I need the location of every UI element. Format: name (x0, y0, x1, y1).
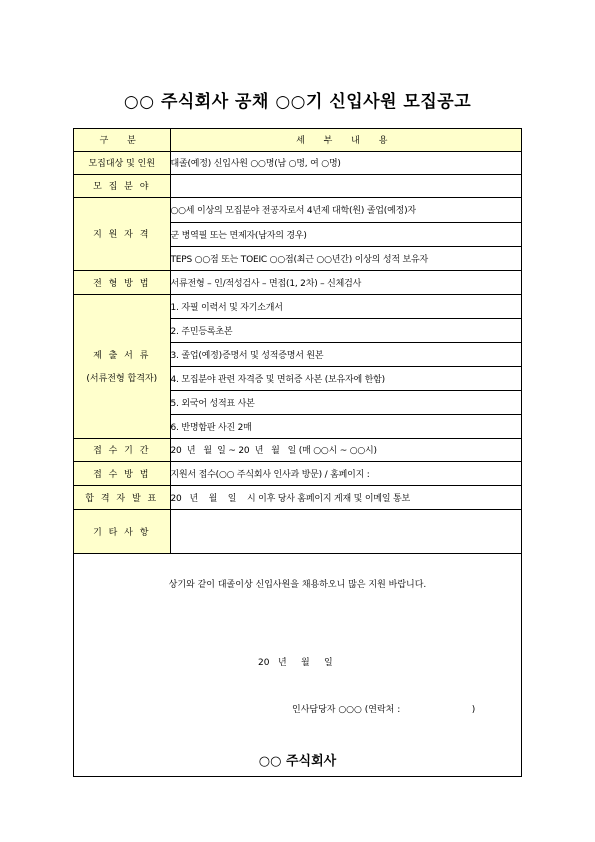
header-content-cell: 세 부 내 용 (170, 129, 521, 151)
footer-section (74, 562, 521, 776)
document-item: 4. 모집분야 관련 자격증 및 면허증 사본 (보유자에 한함) (170, 366, 521, 390)
row-qualification-1 (74, 197, 521, 222)
field-label: 모 집 분 야 (74, 174, 170, 197)
period-value: 20 년 월 일 ~ 20 년 월 일 (매 ○○시 ~ ○○시) (170, 438, 521, 461)
documents-label-cell (74, 294, 170, 438)
company-name: ○○ 주식회사 (258, 754, 337, 769)
period-label: 접 수 기 간 (74, 438, 170, 461)
etc-label: 기 타 사 항 (74, 509, 170, 553)
row-method (74, 461, 521, 485)
selection-label: 전 형 방 법 (74, 270, 170, 294)
document-item: 3. 졸업(예정)증명서 및 성적증명서 원본 (170, 342, 521, 366)
footer-contact: 인사담당자 ○○○ (연락처 : ) (292, 705, 476, 715)
announcement-label: 합 격 자 발 표 (74, 485, 170, 509)
documents-sublabel: (서류전형 합격자) (86, 374, 158, 384)
header-label-cell: 구 분 (74, 129, 170, 151)
document-item: 6. 반명함판 사진 2매 (170, 414, 521, 438)
footer-notice: 상기와 같이 대졸이상 신입사원을 채용하오니 많은 지원 바랍니다. (168, 580, 427, 590)
recruitment-table (74, 129, 521, 554)
document-item: 1. 자필 이력서 및 자기소개서 (170, 294, 521, 318)
row-documents-1 (74, 294, 521, 318)
field-value (170, 174, 521, 197)
recruitment-form (73, 128, 522, 777)
method-value: 지원서 접수(○○ 주식회사 인사과 방문) / 홈페이지 : (170, 461, 521, 485)
qualification-item: 군 병역필 또는 면제자(남자의 경우) (170, 222, 521, 246)
announcement-value: 20 년 월 일 시 이후 당사 홈페이지 게재 및 이메일 통보 (170, 485, 521, 509)
selection-value: 서류전형 – 인/적성검사 – 면접(1, 2차) – 신체검사 (170, 270, 521, 294)
qualification-item: TEPS ○○점 또는 TOEIC ○○점(최근 ○○년간) 이상의 성적 보유자 (170, 246, 521, 270)
row-target (74, 151, 521, 174)
document-item: 2. 주민등록초본 (170, 318, 521, 342)
qualification-label: 지 원 자 격 (74, 197, 170, 270)
row-announcement (74, 485, 521, 509)
table-header-row (74, 129, 521, 151)
row-period (74, 438, 521, 461)
page-title: ○○ 주식회사 공채 ○○기 신입사원 모집공고 (123, 92, 472, 112)
etc-value (170, 509, 521, 553)
qualification-item: ○○세 이상의 모집분야 전공자로서 4년제 대학(원) 졸업(예정)자 (170, 197, 521, 222)
row-etc (74, 509, 521, 553)
row-selection (74, 270, 521, 294)
target-label: 모집대상 및 인원 (74, 151, 170, 174)
target-value: 대졸(예정) 신입사원 ○○명(남 ○명, 여 ○명) (170, 151, 521, 174)
method-label: 접 수 방 법 (74, 461, 170, 485)
documents-label: 제 출 서 류 (93, 351, 151, 361)
footer-date: 20 년 월 일 (258, 658, 333, 668)
row-field (74, 174, 521, 197)
document-item: 5. 외국어 성적표 사본 (170, 390, 521, 414)
